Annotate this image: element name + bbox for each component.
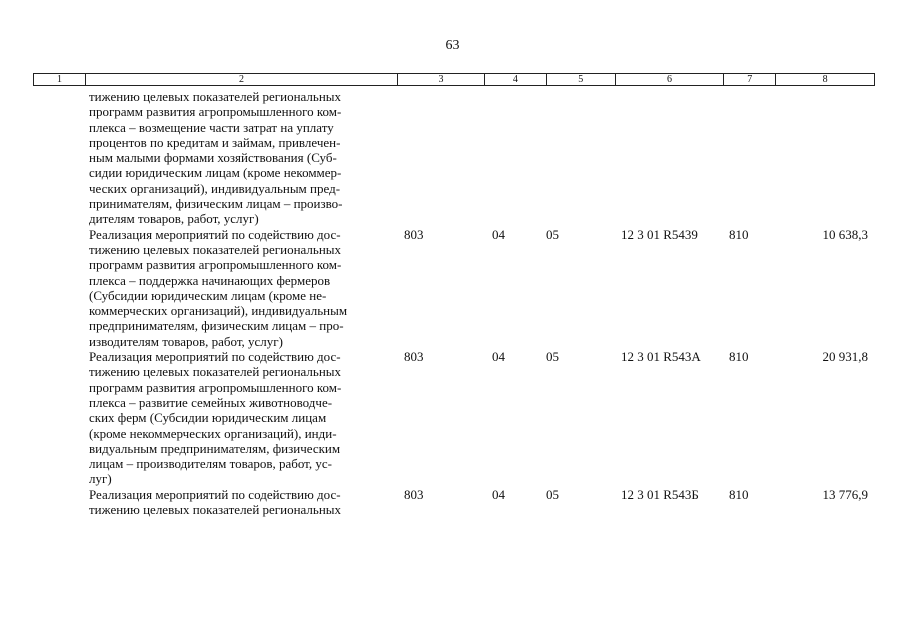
- row-description: Реализация мероприятий по содействию дос- тижению целевых показателей региональных программ развития агропромышленного ком- плекса – поддержка начинающих фермеров (Субсидии юридическим лицам (кроме не- коммерческих организаций), индивидуальным предпринимателям, физическим лицам – про- изводителям товаров, работ, услуг): [89, 226, 348, 349]
- header-col-2: 2: [85, 74, 397, 85]
- header-col-5: 5: [546, 74, 615, 85]
- header-col-1: 1: [56, 74, 62, 85]
- row-subsection: 05: [546, 486, 559, 502]
- row-subsection: 05: [546, 349, 559, 365]
- header-col-4: 4: [484, 74, 546, 85]
- row-target-article: 12 3 01 R543Б: [621, 486, 699, 502]
- row-description: Реализация мероприятий по содействию дос- тижению целевых показателей региональных: [89, 486, 342, 518]
- header-col-8: 8: [775, 74, 874, 85]
- table-row: [33, 89, 875, 227]
- table-row: [33, 487, 875, 518]
- row-description: Реализация мероприятий по содействию дос- тижению целевых показателей региональных программ развития агропромышленного ком- плекса – развитие семейных животноводче- ских ферм (Субсидии юридическим лицам (кроме некоммерческих организаций), инди- видуальным предпринимателям, физическим лицам – производителям товаров, работ, ус- луг): [89, 349, 342, 487]
- header-col-6: 6: [615, 74, 724, 85]
- row-amount: 10 638,3: [822, 226, 868, 242]
- row-expense-type: 810: [729, 349, 749, 365]
- row-section: 04: [492, 226, 505, 242]
- row-target-article: 12 3 01 R5439: [621, 226, 698, 242]
- table-row: [33, 349, 875, 487]
- row-section: 04: [492, 349, 505, 365]
- row-grbs: 803: [404, 349, 424, 365]
- row-expense-type: 810: [729, 226, 749, 242]
- row-target-article: 12 3 01 R543А: [621, 349, 701, 365]
- row-subsection: 05: [546, 226, 559, 242]
- row-grbs: 803: [404, 486, 424, 502]
- page-number: 63: [445, 38, 460, 53]
- row-amount: 20 931,8: [822, 349, 868, 365]
- row-section: 04: [492, 486, 505, 502]
- row-grbs: 803: [404, 226, 424, 242]
- header-col-3: 3: [397, 74, 484, 85]
- table-row: [33, 227, 875, 349]
- row-description: тижению целевых показателей региональных программ развития агропромышленного ком- плекса – возмещение части затрат на уплату процентов по кредитам и займам, привлечен- ным малыми формами хозяйствования (Суб- сидии юридическим лицам (кроме некоммер- ческих организаций), индивидуальным пред- принимателям, физическим лицам – произво- дителям товаров, работ, услуг): [89, 89, 343, 227]
- row-amount: 13 776,9: [822, 486, 868, 502]
- header-col-7: 7: [723, 74, 775, 85]
- table-body: [33, 89, 875, 517]
- row-expense-type: 810: [729, 486, 749, 502]
- table-header-row: [33, 73, 875, 86]
